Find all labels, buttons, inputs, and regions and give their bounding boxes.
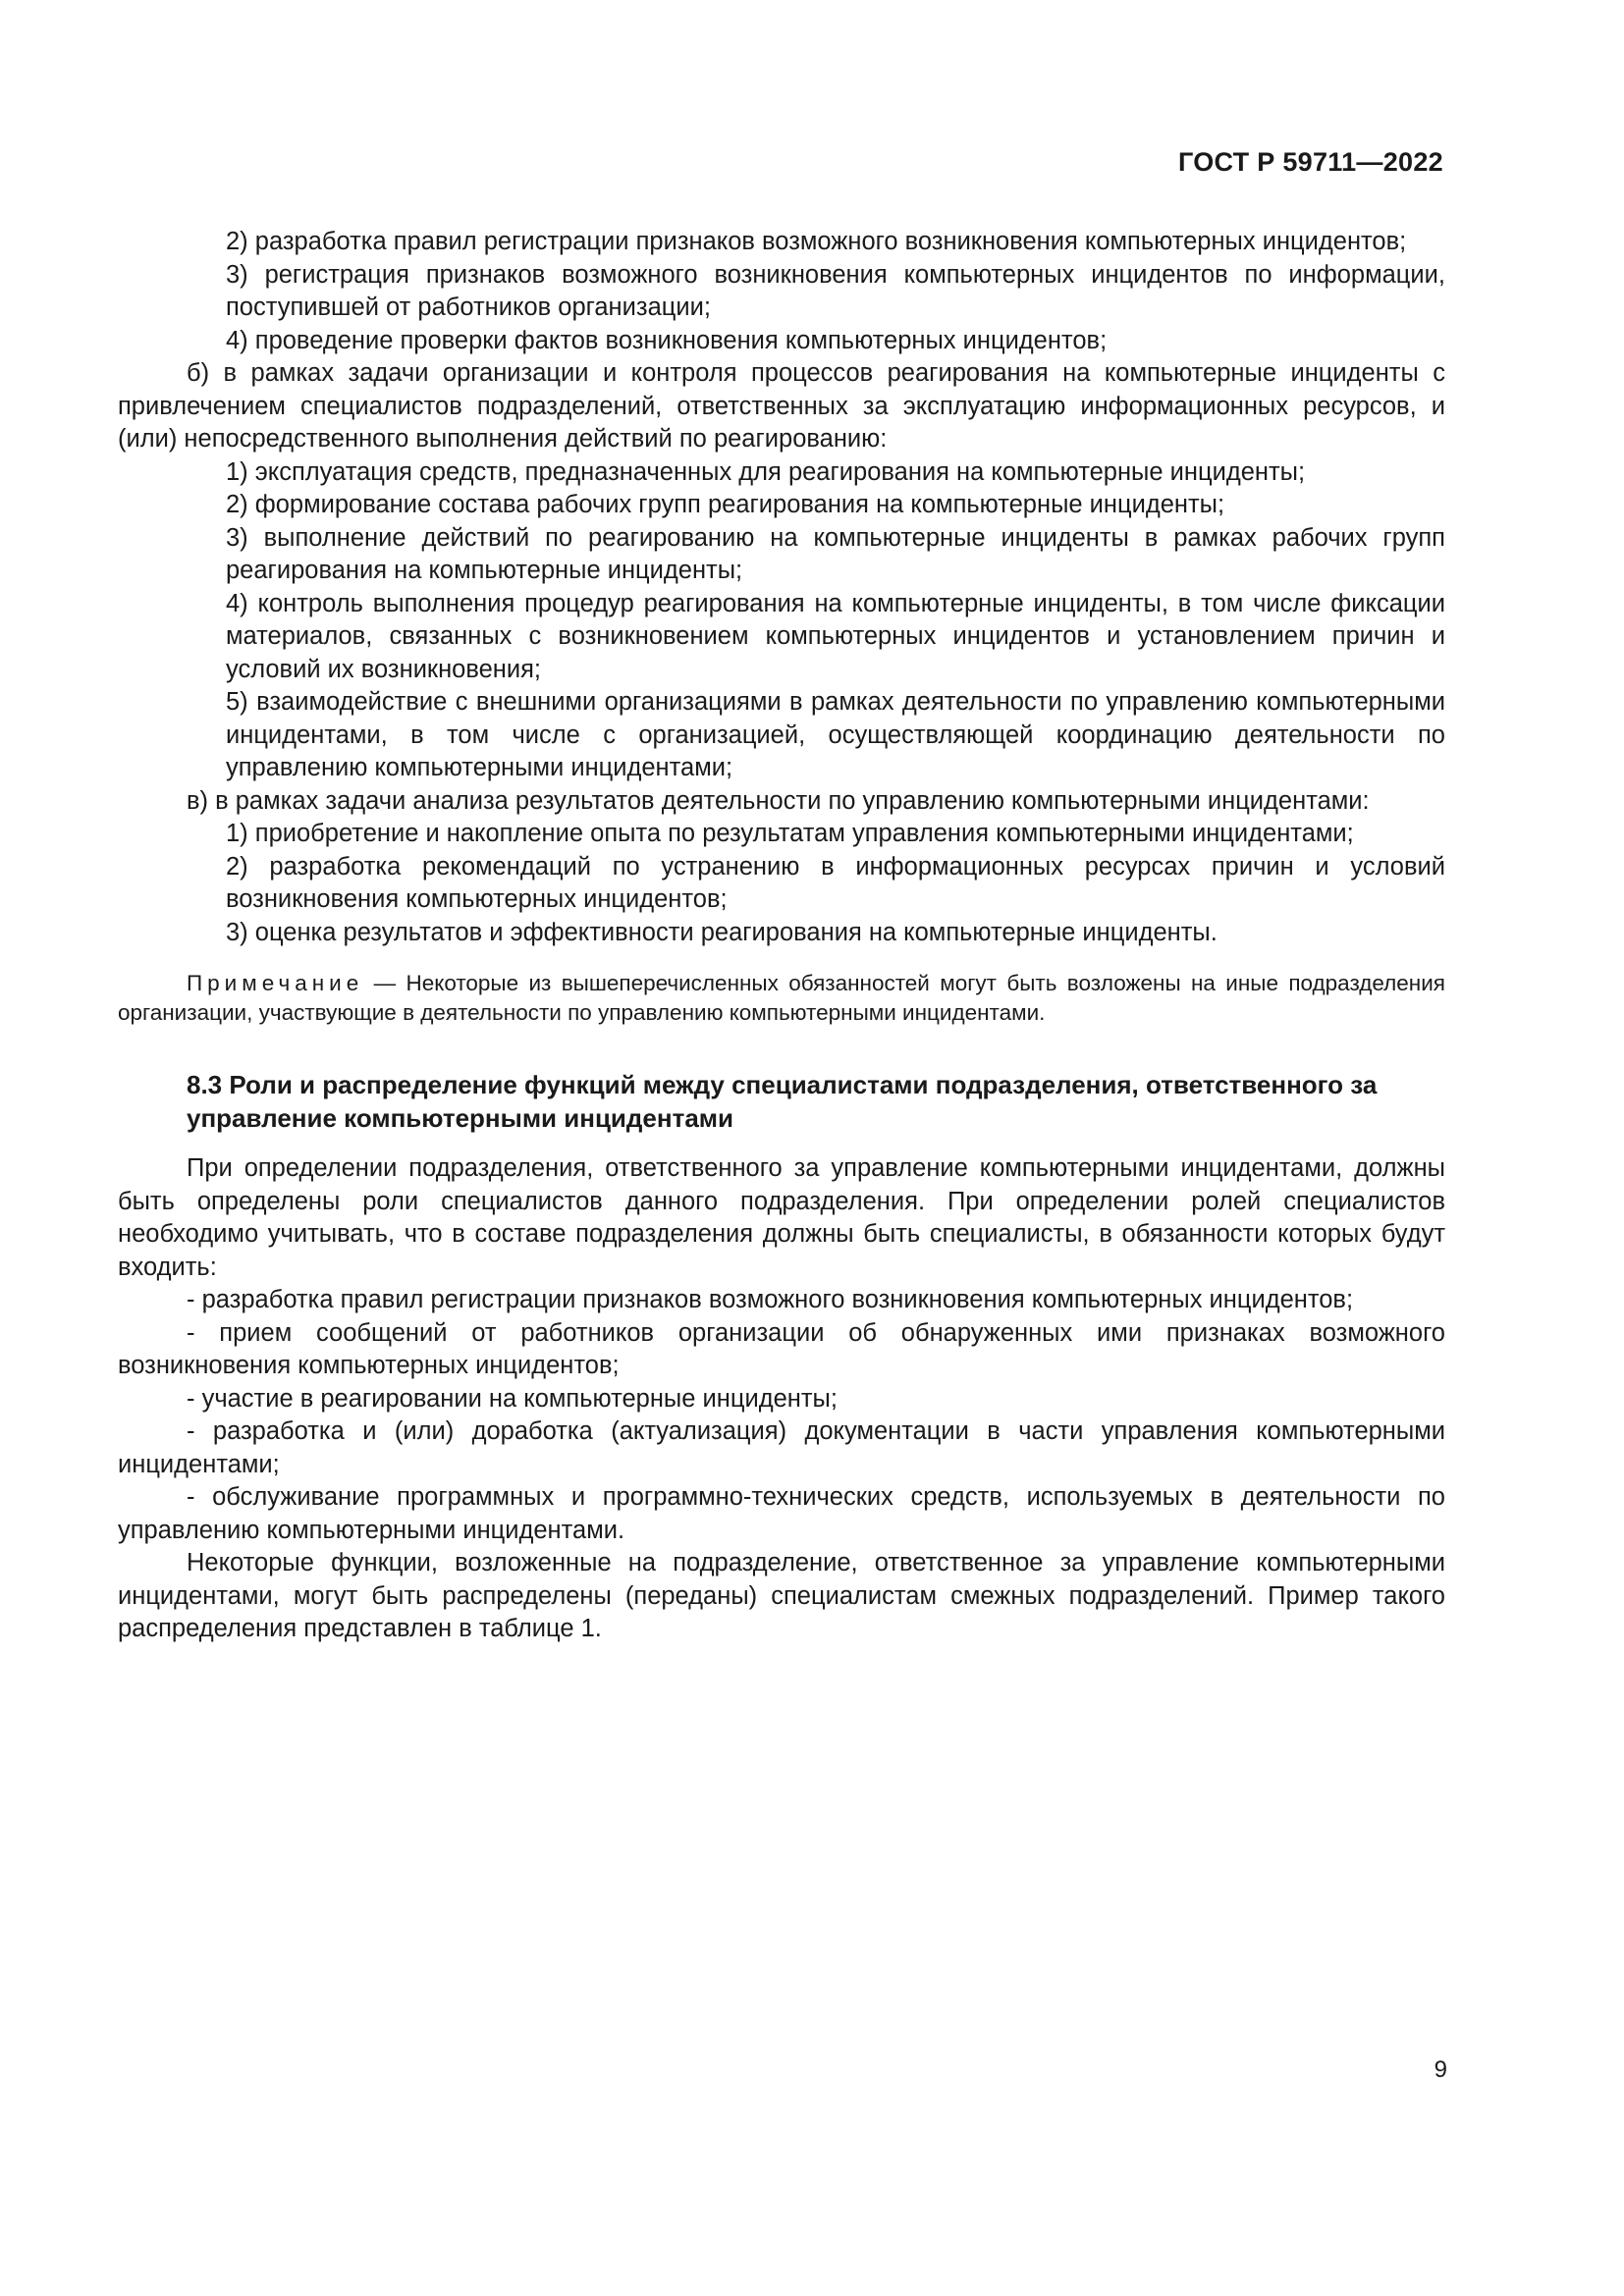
list-item: 3) выполнение действий по реагированию на компьютерные инциденты в рамках рабочих групп реагирования на компьютерные инциденты;	[226, 523, 1445, 584]
list-item: 3) регистрация признаков возможного возникновения компьютерных инцидентов по информации, поступившей от работников организации;	[226, 260, 1445, 321]
note-label: Примечание	[187, 971, 364, 995]
list-item: 4) проведение проверки фактов возникновения компьютерных инцидентов;	[226, 326, 1108, 354]
document-body	[118, 226, 1445, 1646]
list-item: 1) приобретение и накопление опыта по результатам управления компьютерными инцидентами;	[226, 820, 1354, 847]
list-item: 4) контроль выполнения процедур реагирования на компьютерные инциденты, в том числе фиксации материалов, связанных с возникновением компьютерных инцидентов и установлением причин и условий их возникновения;	[226, 589, 1445, 683]
dash-list-item: - разработка и (или) доработка (актуализация) документации в части управления компьютерными инцидентами;	[118, 1417, 1445, 1478]
list-intro-b: б) в рамках задачи организации и контроля процессов реагирования на компьютерные инциденты с привлечением специалистов подразделений, ответственных за эксплуатацию информационных ресурсов, и (или) непосредственного выполнения действий по реагированию:	[118, 359, 1445, 453]
dash-list-item: - участие в реагировании на компьютерные инциденты;	[187, 1384, 838, 1413]
list-item: 3) оценка результатов и эффективности реагирования на компьютерные инциденты.	[226, 918, 1218, 946]
list-item: 5) взаимодействие с внешними организациями в рамках деятельности по управлению компьютерными инцидентами, в том числе с организацией, осуществляющей координацию деятельности по управлению компьютерными инцидентами;	[226, 688, 1445, 781]
section-heading: 8.3 Роли и распределение функций между специалистами подразделения, ответственного за управление компьютерными инцидентами	[187, 1070, 1378, 1133]
note-paragraph	[118, 969, 1445, 1028]
note-text: — Некоторые из вышеперечисленных обязанностей могут быть возложены на иные подразделения организации, участвующие в деятельности по управлению компьютерными инцидентами.	[118, 971, 1445, 1025]
dash-list-item: - разработка правил регистрации признаков возможного возникновения компьютерных инцидентов;	[187, 1286, 1354, 1313]
list-item: 2) разработка правил регистрации признаков возможного возникновения компьютерных инцидентов;	[226, 228, 1407, 255]
section-closing-paragraph: Некоторые функции, возложенные на подразделение, ответственное за управление компьютерными инцидентами, могут быть распределены (переданы) специалистам смежных подразделений. Пример такого распределения представлен в таблице 1.	[118, 1549, 1445, 1642]
list-item: 2) формирование состава рабочих групп реагирования на компьютерные инциденты;	[226, 491, 1225, 518]
list-item: 1) эксплуатация средств, предназначенных для реагирования на компьютерные инциденты;	[226, 457, 1306, 486]
document-code-header: ГОСТ Р 59711—2022	[1177, 147, 1443, 177]
page-number: 9	[1434, 2056, 1447, 2083]
dash-list-item: - обслуживание программных и программно-технических средств, используемых в деятельности по управлению компьютерными инцидентами.	[118, 1483, 1445, 1544]
section-intro-paragraph: При определении подразделения, ответственного за управление компьютерными инцидентами, должны быть определены роли специалистов данного подразделения. При определении ролей специалистов необходимо учитывать, что в составе подразделения должны быть специалисты, в обязанности которых будут входить:	[118, 1154, 1445, 1281]
dash-list-item: - прием сообщений от работников организации об обнаруженных ими признаках возможного возникновения компьютерных инцидентов;	[118, 1318, 1445, 1379]
list-item: 2) разработка рекомендаций по устранению в информационных ресурсах причин и условий возникновения компьютерных инцидентов;	[226, 852, 1445, 913]
list-intro-v: в) в рамках задачи анализа результатов деятельности по управлению компьютерными инцидентами:	[187, 786, 1370, 815]
